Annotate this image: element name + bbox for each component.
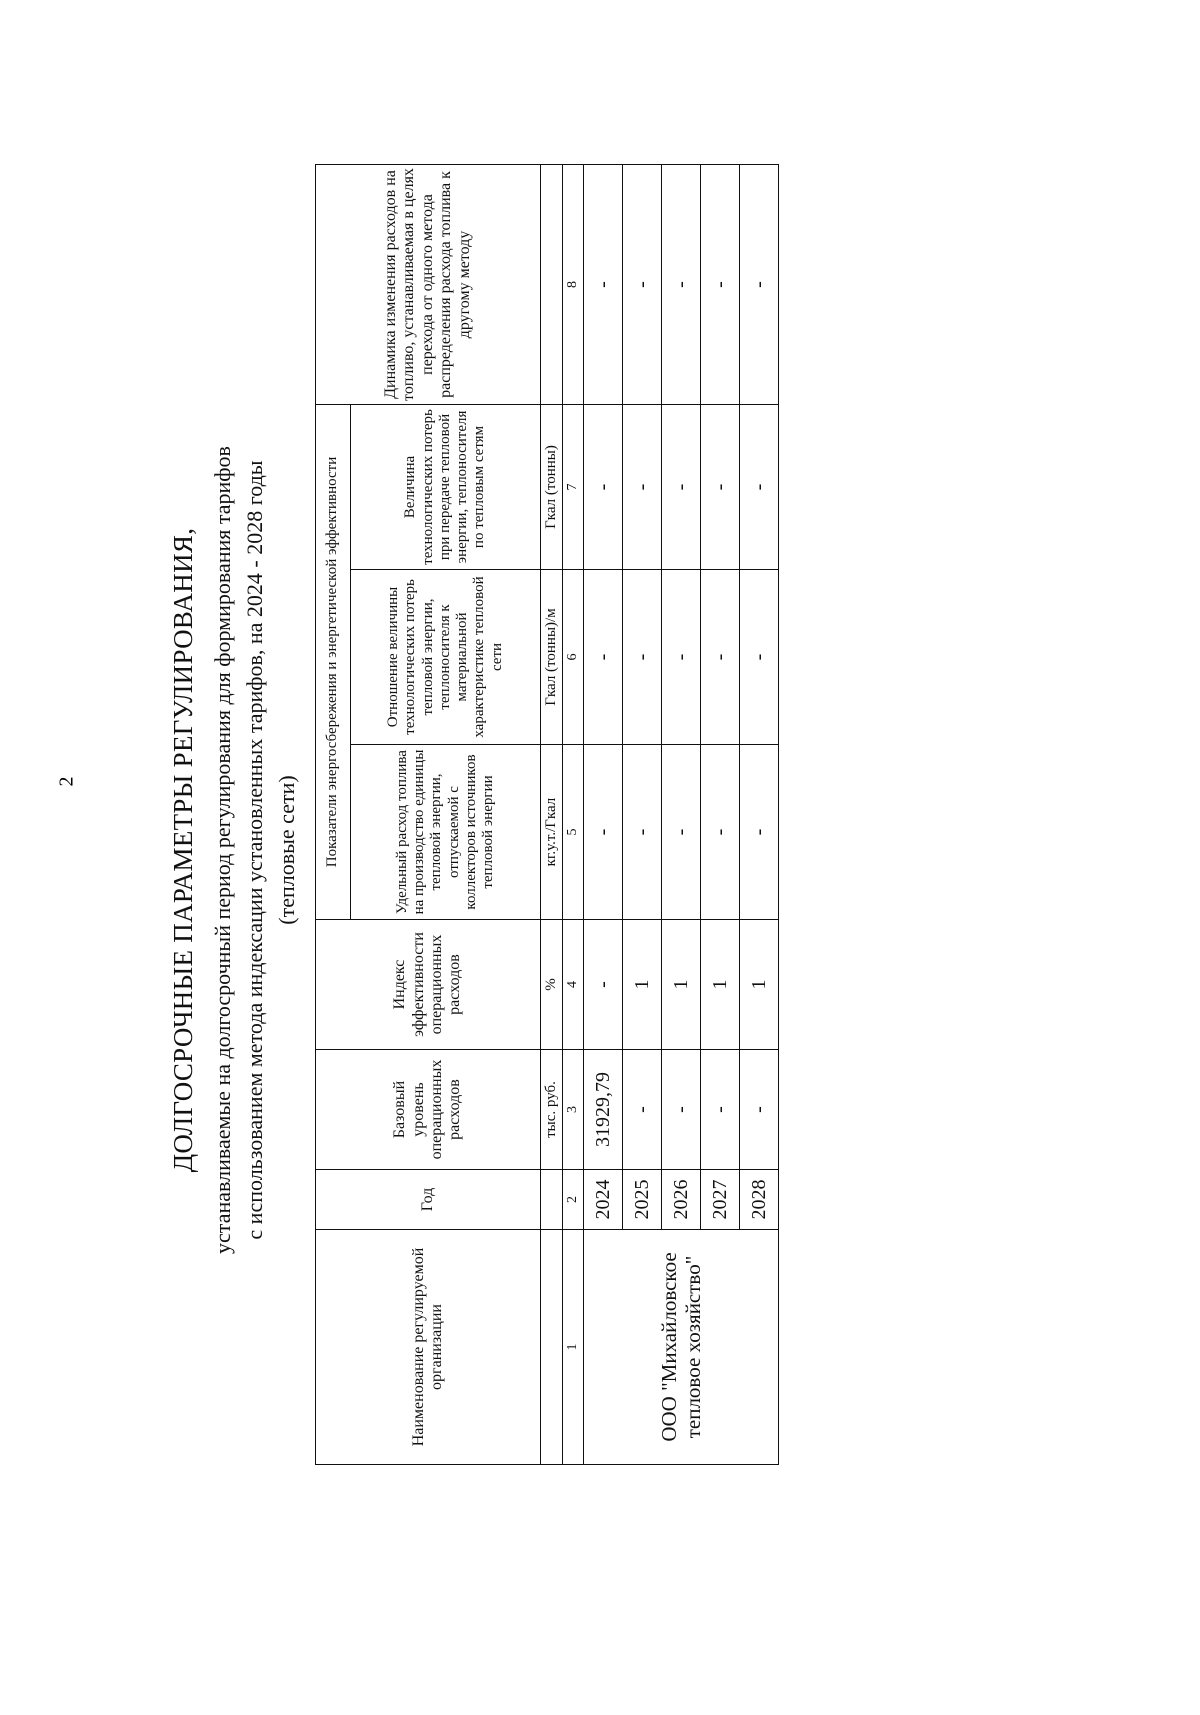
- header-row-1: [316, 165, 351, 1465]
- fuel-dynamics-cell: -: [584, 165, 623, 405]
- unit-cell: Гкал (тонны)/м: [541, 570, 563, 745]
- column-number: 5: [563, 745, 584, 920]
- header-fuel-dynamics: Динамика изменения расходов на топливо, устанавливаемая в целях перехода от одного метода распределения расхода топлива к другому методу: [316, 165, 541, 405]
- unit-cell: тыс. руб.: [541, 1050, 563, 1170]
- column-numbers-row: [563, 165, 584, 1465]
- document-title: ДОЛГОСРОЧНЫЕ ПАРАМЕТРЫ РЕГУЛИРОВАНИЯ,: [168, 527, 198, 1173]
- fuel-dynamics-cell: -: [701, 165, 740, 405]
- efficiency-index-cell: 1: [701, 920, 740, 1050]
- column-number: 1: [563, 1230, 584, 1465]
- tech-losses-cell: -: [662, 405, 701, 570]
- base-level-cell: -: [623, 1050, 662, 1170]
- unit-cell: Гкал (тонны): [541, 405, 563, 570]
- tech-losses-cell: -: [740, 405, 779, 570]
- header-tech-losses: Величина технологических потерь при передаче тепловой энергии, теплоносителя по тепловым сетям: [351, 405, 541, 570]
- fuel-dynamics-cell: -: [662, 165, 701, 405]
- tech-losses-cell: -: [623, 405, 662, 570]
- loss-ratio-cell: -: [662, 570, 701, 745]
- year-cell: 2025: [623, 1170, 662, 1230]
- year-cell: 2027: [701, 1170, 740, 1230]
- year-cell: 2026: [662, 1170, 701, 1230]
- header-energy-group: Показатели энергосбережения и энергетической эффективности: [316, 405, 351, 920]
- table-row: [584, 165, 623, 1465]
- header-specific-fuel: Удельный расход топлива на производство единицы тепловой энергии, отпускаемой с коллекторов источников тепловой энергии: [351, 745, 541, 920]
- organization-name: ООО "Михайловское тепловое хозяйство": [584, 1230, 779, 1465]
- unit-cell: [541, 1170, 563, 1230]
- tech-losses-cell: -: [701, 405, 740, 570]
- header-base-level: Базовый уровень операционных расходов: [316, 1050, 541, 1170]
- header-loss-ratio: Отношение величины технологических потерь тепловой энергии, теплоносителя к материальной характеристике тепловой сети: [351, 570, 541, 745]
- document-subtitle-line-1: устанавливаемые на долгосрочный период регулирования для формирования тарифов: [210, 446, 235, 1254]
- loss-ratio-cell: -: [740, 570, 779, 745]
- unit-cell: %: [541, 920, 563, 1050]
- specific-fuel-cell: -: [701, 745, 740, 920]
- column-number: 8: [563, 165, 584, 405]
- efficiency-index-cell: 1: [623, 920, 662, 1050]
- column-number: 4: [563, 920, 584, 1050]
- specific-fuel-cell: -: [623, 745, 662, 920]
- header-org-name: Наименование регулируемой организации: [316, 1230, 541, 1465]
- document-subtitle-line-2: с использованием метода индексации установленных тарифов, на 2024 - 2028 годы: [242, 460, 267, 1240]
- unit-cell: [541, 165, 563, 405]
- efficiency-index-cell: -: [584, 920, 623, 1050]
- base-level-cell: -: [662, 1050, 701, 1170]
- units-row: [541, 165, 563, 1465]
- specific-fuel-cell: -: [584, 745, 623, 920]
- header-efficiency-index: Индекс эффективности операционных расходов: [316, 920, 541, 1050]
- column-number: 6: [563, 570, 584, 745]
- column-number: 7: [563, 405, 584, 570]
- tech-losses-cell: -: [584, 405, 623, 570]
- column-number: 2: [563, 1170, 584, 1230]
- specific-fuel-cell: -: [662, 745, 701, 920]
- loss-ratio-cell: -: [623, 570, 662, 745]
- base-level-cell: -: [740, 1050, 779, 1170]
- fuel-dynamics-cell: -: [740, 165, 779, 405]
- loss-ratio-cell: -: [584, 570, 623, 745]
- document-subtitle-line-3: (тепловые сети): [274, 775, 299, 925]
- header-year: Год: [316, 1170, 541, 1230]
- column-number: 3: [563, 1050, 584, 1170]
- base-level-cell: -: [701, 1050, 740, 1170]
- efficiency-index-cell: 1: [740, 920, 779, 1050]
- regulation-parameters-table: [315, 164, 779, 1465]
- fuel-dynamics-cell: -: [623, 165, 662, 405]
- loss-ratio-cell: -: [701, 570, 740, 745]
- unit-cell: кг.у.т./Гкал: [541, 745, 563, 920]
- specific-fuel-cell: -: [740, 745, 779, 920]
- efficiency-index-cell: 1: [662, 920, 701, 1050]
- base-level-cell: 31929,79: [584, 1050, 623, 1170]
- unit-cell: [541, 1230, 563, 1465]
- year-cell: 2028: [740, 1170, 779, 1230]
- rotated-page: [60, 50, 1180, 1650]
- page-number: 2: [55, 776, 78, 787]
- year-cell: 2024: [584, 1170, 623, 1230]
